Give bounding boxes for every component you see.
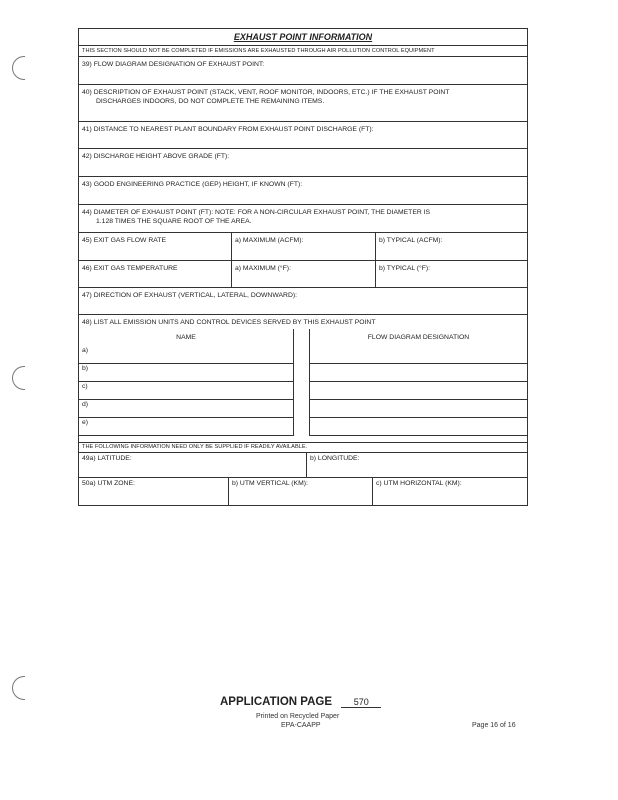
field-48-label: 48) LIST ALL EMISSION UNITS AND CONTROL DEVICES SERVED BY THIS EXHAUST POINT (82, 319, 376, 326)
utm-vertical-field[interactable]: b) UTM VERTICAL (KM): (229, 478, 373, 505)
field-42[interactable]: 42) DISCHARGE HEIGHT ABOVE GRADE (FT): (79, 149, 527, 177)
field-47[interactable]: 47) DIRECTION OF EXHAUST (VERTICAL, LATERAL, DOWNWARD): (79, 288, 527, 315)
form-title: EXHAUST POINT INFORMATION (79, 29, 527, 46)
emission-row-b[interactable]: b) (79, 364, 527, 382)
field-50-row (79, 478, 527, 506)
utm-horizontal-field[interactable]: c) UTM HORIZONTAL (KM): (376, 480, 462, 487)
binder-hole-2 (12, 366, 25, 390)
exit-gas-flow-label: 45) EXIT GAS FLOW RATE (79, 233, 232, 260)
emission-row-a[interactable]: a) (79, 346, 527, 364)
emission-row-d[interactable]: d) (79, 400, 527, 418)
field-45-row (79, 233, 527, 261)
latitude-field[interactable]: 49a) LATITUDE: (79, 453, 307, 477)
printed-note: Printed on Recycled Paper (256, 713, 340, 720)
field-49-row (79, 453, 527, 478)
col-flow-designation: FLOW DIAGRAM DESIGNATION (367, 334, 470, 341)
field-46-row (79, 261, 527, 288)
binder-hole-1 (12, 56, 25, 80)
utm-zone-field[interactable]: 50a) UTM ZONE: (79, 478, 229, 505)
application-page-number: 570 (341, 697, 381, 708)
exhaust-point-form (78, 28, 528, 506)
field-44[interactable]: 44) DIAMETER OF EXHAUST POINT (FT): NOTE: FOR A NON-CIRCULAR EXHAUST POINT, THE DIAMETER IS 1.128 TIMES THE SQUARE ROOT OF THE AREA. (79, 205, 527, 233)
temp-max-field[interactable]: a) MAXIMUM (°F): (232, 261, 376, 287)
longitude-field[interactable]: b) LONGITUDE: (310, 455, 360, 462)
flow-typical-field[interactable]: b) TYPICAL (ACFM): (379, 237, 443, 244)
col-name: NAME (176, 334, 196, 341)
field-39[interactable]: 39) FLOW DIAGRAM DESIGNATION OF EXHAUST POINT: (79, 57, 527, 85)
emission-row-e[interactable]: e) (79, 418, 527, 436)
section-note: THIS SECTION SHOULD NOT BE COMPLETED IF EMISSIONS ARE EXHAUSTED THROUGH AIR POLLUTION CONTROL EQUIPMENT (79, 46, 527, 57)
page-of: Page 16 of 16 (472, 722, 516, 729)
form-code: EPA-CAAPP (281, 722, 321, 729)
binder-hole-3 (12, 676, 25, 700)
application-page: APPLICATION PAGE 570 (220, 696, 381, 708)
optional-note: THE FOLLOWING INFORMATION NEED ONLY BE SUPPLIED IF READILY AVAILABLE. (79, 443, 527, 453)
emission-units-table-header (79, 329, 527, 346)
field-40[interactable]: 40) DESCRIPTION OF EXHAUST POINT (STACK, VENT, ROOF MONITOR, INDOORS, ETC.) IF THE EXHAUST POINT DISCHARGES INDOORS, DO NOT COMPLETE THE REMAINING ITEMS. (79, 85, 527, 122)
emission-row-c[interactable]: c) (79, 382, 527, 400)
field-43[interactable]: 43) GOOD ENGINEERING PRACTICE (GEP) HEIGHT, IF KNOWN (FT): (79, 177, 527, 205)
separator (79, 436, 527, 443)
exit-gas-temp-label: 46) EXIT GAS TEMPERATURE (79, 261, 232, 287)
flow-max-field[interactable]: a) MAXIMUM (ACFM): (232, 233, 376, 260)
field-41[interactable]: 41) DISTANCE TO NEAREST PLANT BOUNDARY FROM EXHAUST POINT DISCHARGE (FT): (79, 122, 527, 149)
temp-typical-field[interactable]: b) TYPICAL (°F): (379, 265, 431, 272)
